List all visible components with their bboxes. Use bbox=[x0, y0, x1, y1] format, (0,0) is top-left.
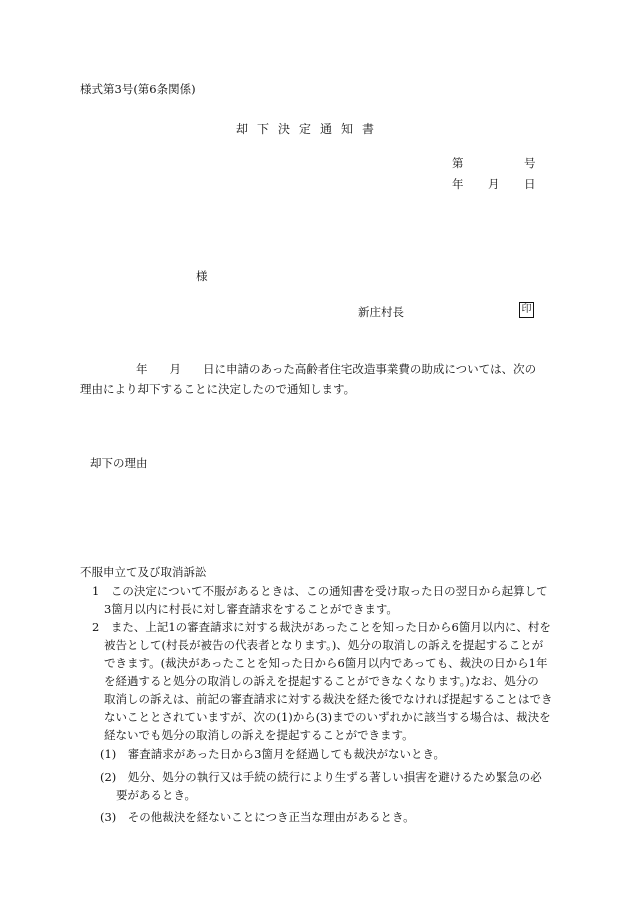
notice-paragraph bbox=[80, 359, 536, 399]
notice-line-2: 理由により却下することに決定したので通知します。 bbox=[80, 382, 356, 396]
appeal-line: 被告として(村長が被告の代表者となります。)、処分の取消しの訴えを提起することが bbox=[104, 638, 544, 652]
notice-line-1 bbox=[80, 359, 536, 379]
notice-month: 月 bbox=[169, 362, 181, 376]
appeal-heading: 不服申立て及び取消訴訟 bbox=[80, 565, 207, 579]
notice-year: 年 bbox=[136, 362, 148, 376]
appeal-line: を経過すると処分の取消しの訴えを提起することができなくなります。)なお、処分の bbox=[104, 674, 539, 688]
appeal-line: 経ないでも処分の取消しの訴えを提起することができます。 bbox=[104, 728, 414, 742]
appeal-line: 1 この決定について不服があるときは、この通知書を受け取った日の翌日から起算して bbox=[92, 584, 548, 598]
date-day-label: 日 bbox=[524, 177, 536, 191]
number-label: 第 bbox=[452, 156, 464, 170]
addressee-suffix: 様 bbox=[196, 269, 208, 283]
notice-line-1-text: 日に申請のあった高齢者住宅改造事業費の助成については、次の bbox=[203, 362, 537, 376]
appeal-line: 取消しの訴えは、前記の審査請求に対する裁決を経た後でなければ提起することはでき bbox=[104, 692, 553, 706]
form-number: 様式第3号(第6条関係) bbox=[80, 82, 196, 96]
appeal-line: できます。(裁決があったことを知った日から6箇月以内であっても、裁決の日から1年 bbox=[104, 656, 548, 670]
appeal-sub-item: 要があるとき。 bbox=[116, 788, 197, 802]
appeal-line: 2 また、上記1の審査請求に対する裁決があったことを知った日から6箇月以内に、村を bbox=[92, 620, 551, 634]
seal-mark: 印 bbox=[519, 302, 534, 318]
date-month-label: 月 bbox=[488, 177, 500, 191]
appeal-sub-item: (2) 処分、処分の執行又は手続の続行により生ずる著しい損害を避けるため緊急の必 bbox=[100, 770, 542, 784]
document-title: 却下決定通知書 bbox=[236, 122, 384, 136]
reason-heading: 却下の理由 bbox=[90, 456, 148, 470]
appeal-sub-item: (3) その他裁決を経ないことにつき正当な理由があるとき。 bbox=[100, 810, 415, 824]
date-year-label: 年 bbox=[452, 177, 464, 191]
issuer-name: 新庄村長 bbox=[358, 305, 404, 319]
appeal-line: ないこととされていますが、次の(1)から(3)までのいずれかに該当する場合は、裁決を bbox=[104, 710, 551, 724]
number-suffix: 号 bbox=[524, 156, 536, 170]
appeal-sub-item: (1) 審査請求があった日から3箇月を経過しても裁決がないとき。 bbox=[100, 747, 446, 761]
appeal-line: 3箇月以内に村長に対し審査請求をすることができます。 bbox=[104, 602, 398, 616]
